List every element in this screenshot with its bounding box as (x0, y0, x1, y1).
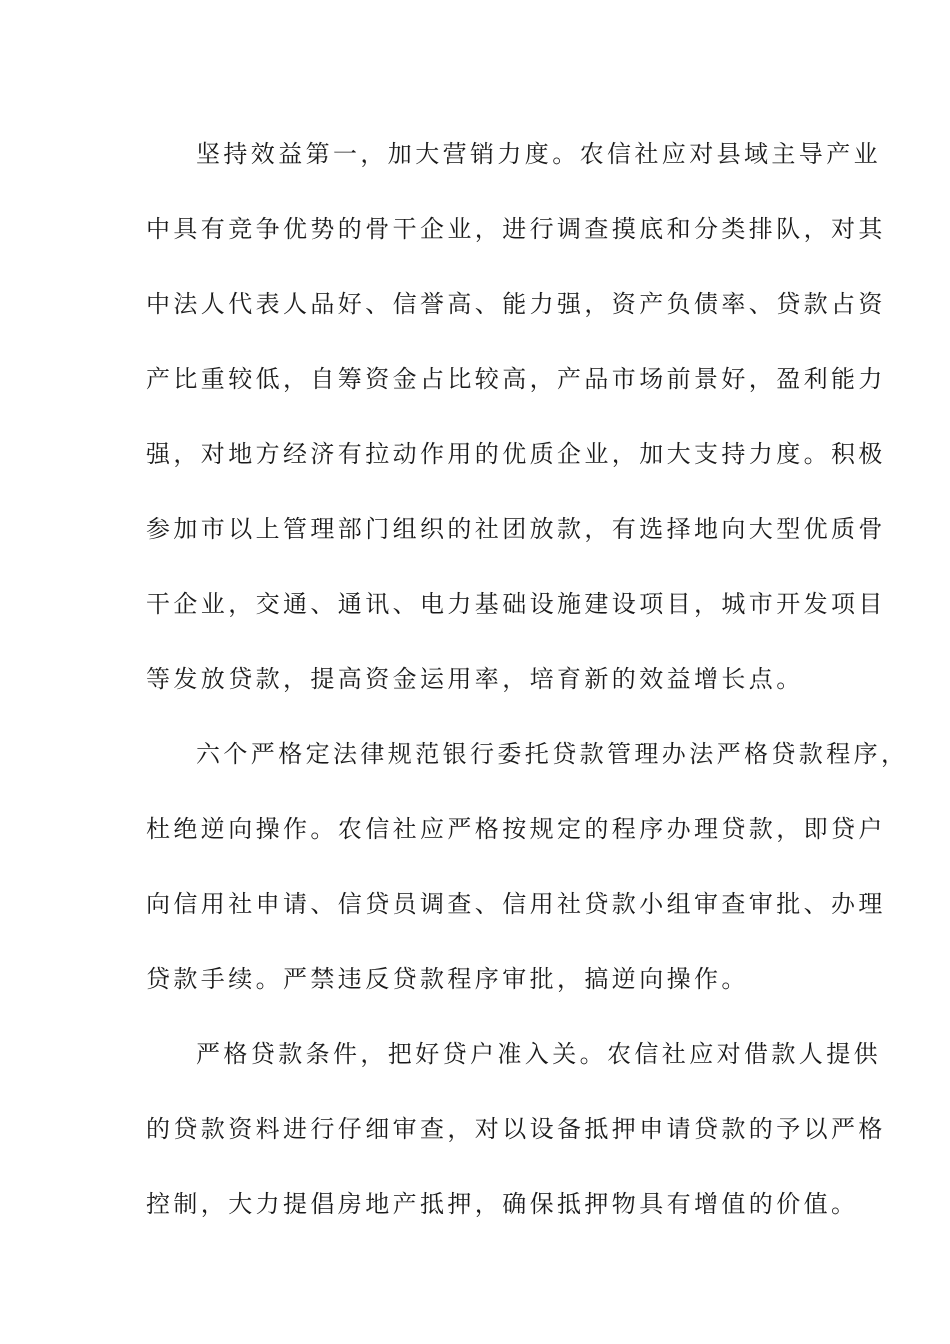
paragraph-line: 杜绝逆向操作。农信社应严格按规定的程序办理贷款，即贷户 (146, 815, 886, 843)
paragraph-line: 贷款手续。严禁违反贷款程序审批，搞逆向操作。 (146, 965, 749, 993)
paragraph-line: 中法人代表人品好、信誉高、能力强，资产负债率、贷款占资 (146, 290, 886, 318)
paragraph-line: 控制，大力提倡房地产抵押，确保抵押物具有增值的价值。 (146, 1190, 859, 1218)
paragraph-2 (146, 717, 909, 1017)
paragraph-line: 产比重较低，自筹资金占比较高，产品市场前景好，盈利能力 (146, 365, 886, 393)
paragraph-line: 向信用社申请、信贷员调查、信用社贷款小组审查审批、办理 (146, 890, 886, 918)
paragraph-line: 参加市以上管理部门组织的社团放款，有选择地向大型优质骨 (146, 515, 886, 543)
paragraph-line: 中具有竞争优势的骨干企业，进行调查摸底和分类排队，对其 (146, 215, 886, 243)
paragraph-line: 的贷款资料进行仔细审查，对以设备抵押申请贷款的予以严格 (146, 1115, 886, 1143)
paragraph-1 (146, 117, 886, 717)
paragraph-line: 强，对地方经济有拉动作用的优质企业，加大支持力度。积极 (146, 440, 886, 468)
document-body (146, 117, 909, 1242)
paragraph-line: 坚持效益第一，加大营销力度。农信社应对县域主导产业 (196, 140, 881, 168)
paragraph-3 (146, 1017, 886, 1242)
paragraph-line: 干企业，交通、通讯、电力基础设施建设项目，城市开发项目 (146, 590, 886, 618)
paragraph-line: 等发放贷款，提高资金运用率，培育新的效益增长点。 (146, 665, 804, 693)
paragraph-line: 严格贷款条件，把好贷户准入关。农信社应对借款人提供 (196, 1040, 881, 1068)
paragraph-line: 六个严格定法律规范银行委托贷款管理办法严格贷款程序， (196, 740, 909, 768)
